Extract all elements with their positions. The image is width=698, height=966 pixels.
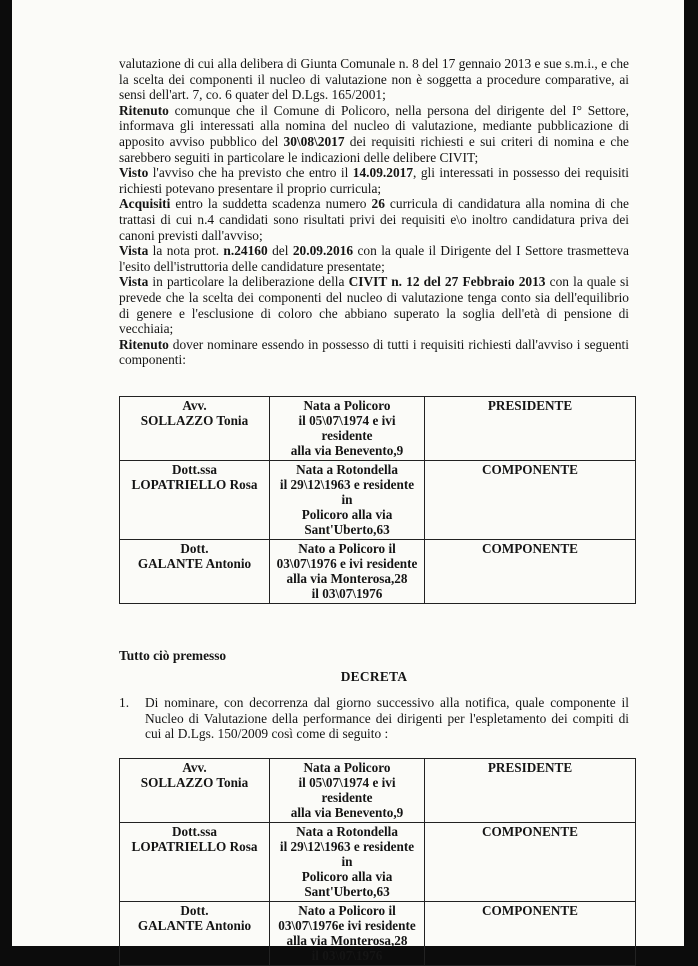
member-info-line: 03\07\1976e ivi residente <box>278 917 416 933</box>
paragraph-2 <box>119 165 629 196</box>
paragraph-text: del <box>267 243 293 259</box>
paragraph-0 <box>119 56 629 103</box>
bold-text: Vista <box>119 243 149 259</box>
member-name-line: SOLLAZZO Tonia <box>140 774 249 790</box>
bold-text: 20.09.2016 <box>292 243 354 259</box>
member-info-cell <box>270 539 425 603</box>
bold-text: CIVIT n. 12 del 27 Febbraio 2013 <box>348 274 546 290</box>
member-name-line: SOLLAZZO Tonia <box>140 412 249 428</box>
premise-paragraphs <box>119 56 629 368</box>
member-info-cell <box>270 901 425 965</box>
members-table-1 <box>119 396 636 604</box>
member-info-line: Nato a Policoro il <box>298 540 396 556</box>
premesso-heading: Tutto ciò premesso <box>119 647 227 663</box>
member-info-line: il 29\12\1963 e residente in <box>279 838 415 869</box>
member-info-line: il 03\07\1976 <box>311 947 383 963</box>
decree-item-number: 1. <box>119 695 130 711</box>
bold-text: Visto <box>119 165 149 181</box>
member-role-cell: PRESIDENTE <box>425 758 636 822</box>
member-info-line: Sant'Uberto,63 <box>304 521 390 537</box>
member-info-line: il 29\12\1963 e residente in <box>279 476 415 507</box>
paragraph-text: comunque che il Comune di Policoro, nella persona del dirigente del I° Settore, informava gli interessati alla nomina del nucleo di valutazione, mediante pubblicazione di apposito avviso pubblico del <box>119 102 629 149</box>
bold-text: Acquisiti <box>119 196 171 212</box>
member-info-cell <box>270 396 425 460</box>
member-info-line: Nata a Policoro <box>303 397 391 413</box>
member-name-cell <box>120 758 270 822</box>
member-info-line: il 03\07\1976 <box>311 585 383 601</box>
member-name-line: LOPATRIELLO Rosa <box>131 476 258 492</box>
table-row <box>120 901 636 965</box>
member-name-line: GALANTE Antonio <box>137 917 252 933</box>
paragraph-text: con la quale il Dirigente del I Settore trasmetteva l'esito dell'istruttoria delle candidature presentate; <box>119 243 629 274</box>
member-info-line: Nata a Rotondella <box>296 823 398 839</box>
bold-text: 30\08\2017 <box>283 133 345 149</box>
table-row <box>120 539 636 603</box>
member-name-line: Avv. <box>182 759 207 775</box>
paragraph-text: dei requisiti richiesti e sui criteri di nomina e che sarebbero seguiti in particolare le indicazioni delle delibere CIVIT; <box>119 133 629 165</box>
members-table-2 <box>119 758 636 966</box>
member-role-cell: COMPONENTE <box>425 901 636 965</box>
member-info-line: alla via Benevento,9 <box>290 804 404 820</box>
member-info-line: Nata a Rotondella <box>296 461 398 477</box>
paragraph-text: curricula di candidatura alla nomina di che trattasi di cui n.4 candidati sono risultati privi dei requisiti e\o inoltro candidatura priva dei canoni previsti dall'avviso; <box>119 196 630 243</box>
member-role-cell: COMPONENTE <box>425 460 636 539</box>
paragraph-5 <box>119 274 629 336</box>
paragraph-4 <box>119 243 629 274</box>
document-page <box>12 0 684 963</box>
member-name-line: LOPATRIELLO Rosa <box>131 838 258 854</box>
paragraph-3 <box>119 196 629 243</box>
paragraph-text: con la quale si prevede che la scelta dei componenti del nucleo di valutazione tenga conto sia dell'equilibrio di genere e l'esclusione di coloro che abbiano superato la soglia dell'età di pensione di vecchiaia; <box>119 274 629 337</box>
paragraph-text: in particolare la deliberazione della <box>148 274 349 290</box>
bold-text: Vista <box>119 274 149 290</box>
paragraph-text: , gli interessati in possesso dei requisiti richiesti potevano presentare il proprio curricula; <box>119 165 629 196</box>
member-info-line: Policoro alla via <box>301 506 393 522</box>
member-role-cell: COMPONENTE <box>425 822 636 901</box>
paragraph-1 <box>119 103 629 165</box>
paragraph-text: dover nominare essendo in possesso di tutti i requisiti richiesti dall'avviso i seguenti componenti: <box>119 336 629 368</box>
member-info-line: Policoro alla via <box>301 868 393 884</box>
member-name-cell <box>120 822 270 901</box>
member-info-line: alla via Benevento,9 <box>290 442 404 458</box>
bold-text: 14.09.2017 <box>352 165 414 181</box>
member-info-line: Nato a Policoro il <box>298 902 396 918</box>
paragraph-text: entro la suddetta scadenza numero <box>170 196 372 212</box>
member-info-line: Nata a Policoro <box>303 759 391 775</box>
decree-item-text: Di nominare, con decorrenza dal giorno successivo alla notifica, quale componente il Nucleo di Valutazione della performance dei dirigenti per l'espletamento dei compiti di cui al D.Lgs. 150/2009 così come di seguito : <box>145 695 629 742</box>
member-info-cell <box>270 460 425 539</box>
member-info-line: alla via Monterosa,28 <box>286 932 408 948</box>
member-name-line: Dott.ssa <box>171 823 218 839</box>
member-info-line: 03\07\1976 e ivi residente <box>276 555 418 571</box>
member-name-line: Dott. <box>180 540 209 556</box>
member-name-line: GALANTE Antonio <box>137 555 252 571</box>
decree-item-1 <box>119 695 629 742</box>
paragraph-text: la nota prot. <box>148 243 224 259</box>
table-row <box>120 822 636 901</box>
table-row <box>120 758 636 822</box>
bold-text: Ritenuto <box>119 102 169 118</box>
member-info-line: il 05\07\1974 e ivi residente <box>298 774 396 805</box>
member-info-line: il 05\07\1974 e ivi residente <box>298 412 396 443</box>
member-info-line: Sant'Uberto,63 <box>304 883 390 899</box>
member-info-line: alla via Monterosa,28 <box>286 570 408 586</box>
decreta-heading: DECRETA <box>340 669 408 685</box>
bold-text: Ritenuto <box>119 336 169 352</box>
member-name-line: Dott.ssa <box>171 461 218 477</box>
paragraph-text: valutazione di cui alla delibera di Giunta Comunale n. 8 del 17 gennaio 2013 e sue s.m.i., e che la scelta dei componenti il nucleo di valutazione non è soggetta a procedure comparative, ai sensi dell'art. 7, co. 6 quater del D.Lgs. 165/2001; <box>119 56 629 103</box>
member-name-cell <box>120 460 270 539</box>
member-name-line: Dott. <box>180 902 209 918</box>
member-name-cell <box>120 901 270 965</box>
bold-text: n.24160 <box>223 243 268 259</box>
member-info-cell <box>270 822 425 901</box>
member-name-cell <box>120 539 270 603</box>
table-row <box>120 396 636 460</box>
member-name-line: Avv. <box>182 397 207 413</box>
member-role-cell: PRESIDENTE <box>425 396 636 460</box>
member-role-cell: COMPONENTE <box>425 539 636 603</box>
paragraph-text: l'avviso che ha previsto che entro il <box>148 165 353 181</box>
document-body <box>119 56 629 966</box>
table-row <box>120 460 636 539</box>
member-name-cell <box>120 396 270 460</box>
paragraph-6 <box>119 337 629 368</box>
member-info-cell <box>270 758 425 822</box>
bold-text: 26 <box>371 196 385 212</box>
